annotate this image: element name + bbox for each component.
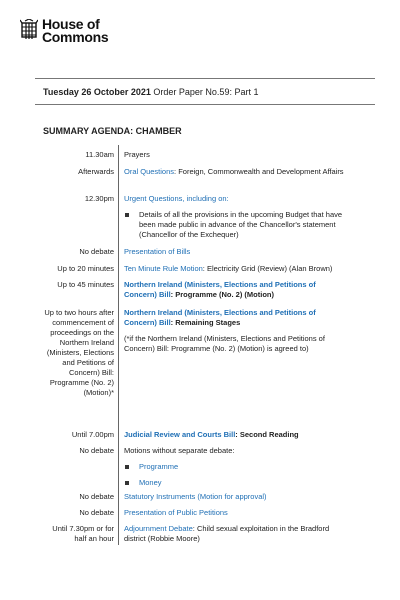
bullet-item <box>124 478 344 488</box>
order-paper-number: Order Paper No.59: Part 1 <box>153 87 259 97</box>
agenda-item <box>124 194 344 240</box>
order-paper-title <box>43 87 258 97</box>
agenda-column-divider <box>118 145 119 545</box>
agenda-time: Up to 20 minutes <box>57 264 114 273</box>
bullet-square-icon <box>125 465 129 469</box>
agenda-item-text: Motions without separate debate: <box>124 446 235 455</box>
bullet-text: Details of all the provisions in the upcoming Budget that have been made public in advance of the Chancellor's statement (Chancellor of the Exchequer) <box>139 210 343 239</box>
agenda-time: No debate <box>79 508 114 517</box>
agenda-item <box>124 524 344 544</box>
agenda-item <box>124 280 344 300</box>
northern-ireland-bill-link[interactable]: Northern Ireland (Ministers, Elections and Petitions of Concern) Bill <box>124 308 316 327</box>
house-of-commons-logo <box>20 18 108 44</box>
agenda-item <box>124 308 344 354</box>
agenda-item <box>124 247 344 257</box>
logo-wordmark <box>42 18 108 44</box>
agenda-item-text: : Remaining Stages <box>170 318 241 327</box>
agenda-item-text: : Second Reading <box>235 430 299 439</box>
northern-ireland-bill-link[interactable]: Northern Ireland (Ministers, Elections and Petitions of Concern) Bill <box>124 280 316 299</box>
summary-agenda-heading: SUMMARY AGENDA: CHAMBER <box>43 126 182 136</box>
programme-link[interactable]: Programme <box>139 462 179 471</box>
agenda-item-text: : Programme (No. 2) (Motion) <box>170 290 275 299</box>
presentation-of-bills-link[interactable]: Presentation of Bills <box>124 247 191 256</box>
order-paper-date: Tuesday 26 October 2021 <box>43 87 151 97</box>
agenda-item <box>124 446 344 488</box>
bullet-item <box>124 210 344 240</box>
agenda-time: Up to 45 minutes <box>57 280 114 289</box>
agenda-item-text: : Electricity Grid (Review) (Alan Brown) <box>202 264 333 273</box>
agenda-time: Afterwards <box>78 167 114 176</box>
agenda-item-text: Prayers <box>124 150 150 159</box>
logo-line-2: Commons <box>42 29 109 45</box>
agenda-time: 12.30pm <box>84 194 114 203</box>
portcullis-icon <box>20 19 38 41</box>
statutory-instruments-link[interactable]: Statutory Instruments (Motion for approval) <box>124 492 267 501</box>
urgent-questions-link[interactable]: Urgent Questions, including on: <box>124 194 229 203</box>
agenda-time: No debate <box>79 492 114 501</box>
agenda-time: Up to two hours after commencement of proceedings on the Northern Ireland (Ministers, Elections and Petitions of Concern) Bill: Programme (No. 2) (Motion)* <box>44 308 114 397</box>
title-divider <box>35 104 375 105</box>
agenda-time: Until 7.00pm <box>71 430 114 439</box>
adjournment-debate-link[interactable]: Adjournment Debate <box>124 524 193 533</box>
agenda-note: (*if the Northern Ireland (Ministers, Elections and Petitions of Concern) Bill: Programme (No. 2) (Motion) is agreed to) <box>124 334 325 353</box>
agenda-time: Until 7.30pm or for half an hour <box>52 524 114 543</box>
agenda-item <box>124 150 344 160</box>
agenda-item <box>124 167 344 177</box>
agenda-item <box>124 430 344 440</box>
agenda-item <box>124 264 344 274</box>
money-link[interactable]: Money <box>139 478 162 487</box>
oral-questions-link[interactable]: Oral Questions <box>124 167 175 176</box>
top-divider <box>35 78 375 79</box>
bullet-item <box>124 462 344 472</box>
agenda-time: No debate <box>79 446 114 455</box>
agenda-item-text: : Child sexual exploitation in the Bradford district (Robbie Moore) <box>124 524 330 543</box>
logo-line-1: House of <box>42 16 100 32</box>
public-petitions-link[interactable]: Presentation of Public Petitions <box>124 508 228 517</box>
agenda-item-text: : Foreign, Commonwealth and Development Affairs <box>174 167 344 176</box>
agenda-item <box>124 492 344 502</box>
agenda-time: 11.30am <box>85 150 114 159</box>
judicial-review-bill-link[interactable]: Judicial Review and Courts Bill <box>124 430 236 439</box>
agenda-item <box>124 508 344 518</box>
bullet-square-icon <box>125 481 129 485</box>
ten-minute-rule-link[interactable]: Ten Minute Rule Motion <box>124 264 203 273</box>
agenda-time: No debate <box>79 247 114 256</box>
bullet-square-icon <box>125 213 129 217</box>
